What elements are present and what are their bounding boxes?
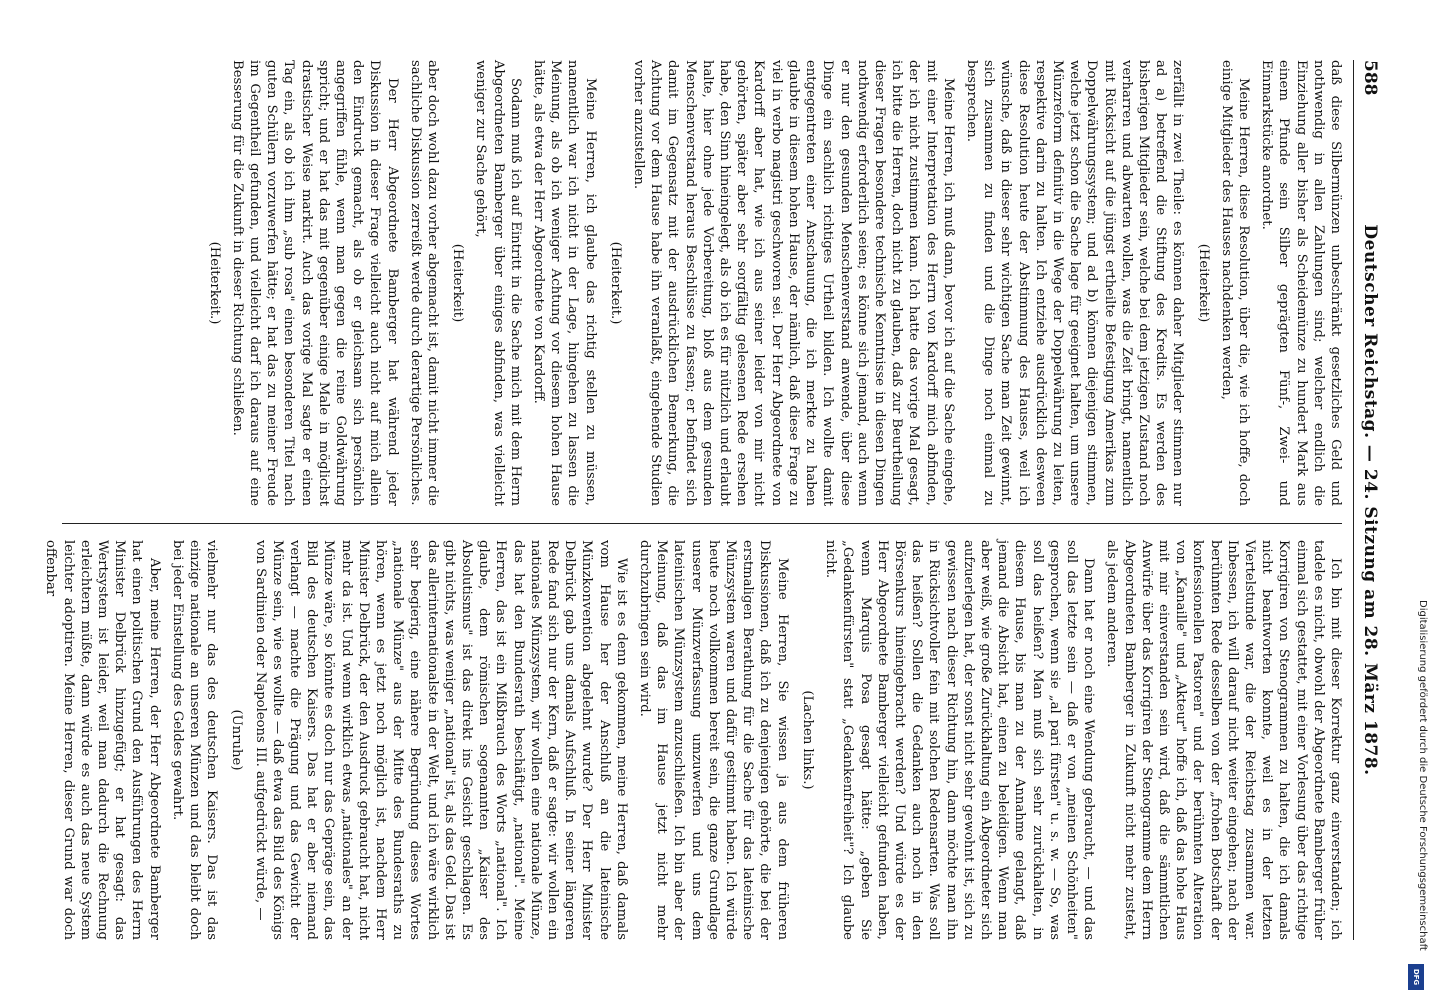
paragraph: zerfällt in zwei Theile: es können daher Mitglieder stimmen nur ad a) betreffend die Stiftung des Kredits. Es werden des bisherigen Mitglieder sein, welche bei dem jetzigen Zustand noch verharren und abwarten wollen, was die Zeit bringt, namentlich mit Rücksicht auf die jüngst ertheilte Befestigung Amerikas zum Doppelwährungssystem; und ad b) können diejenigen stimmen, welche jetzt schon die Sache lage für geeignet halten, um unsere Münzreform definitiv in die Wege der Doppelwährung zu leiten, respektive darin zu halten. Ich entziehe ausdrücklich desween diese Resolution heute der Abstimmung des Hauses, weil ich wünsche, daß in dieser sehr wichtigen Sache man Zeit gewinnt, sich zusammen zu finden und die Dinge noch einmal zu besprechen.	[963, 60, 1186, 506]
paragraph: Sodann muß ich auf Eintritt in die Sache mich mit dem Herrn Abgeordneten Bamberger über einiges abfinden, was vielleicht weniger zur Sache gehört,	[473, 60, 523, 506]
paragraph: daß diese Silbermünzen unbeschränkt gesetzliches Geld und nothwendig in allen Zahlungen sind; welcher endlich die Einziehung aller bisher als Scheidemünze zu hundert Mark aus einem Pfunde sein Silber geprägten Fünf-, Zwei- und Einmarkstücke anordnet.	[1259, 60, 1343, 506]
running-title: Deutscher Reichstag. — 24. Sitzung am 28. März 1878.	[1360, 224, 1380, 776]
paragraph: Dann hat er noch eine Wendung gebraucht, — und das soll das letzte sein — daß er von „meinen Schönheiten" gesprochen, wenn sie „al pari fürsten" u. s. w. — So, was soll das heißen? Man muß sich sehr zurückhalten, in diesem Hause, bis man zu der Annahme gelangt, daß jemand die Absicht hat, einen zu beleidigen. Wenn man aber weiß, wie große Zurückhaltung ein Abgeordneter sich aufzuerlegen hat, der sonst nicht sehr gewohnt ist, sich zu gewissen nach dieser Richtung hin, dann möchte man ihn in Rücksichtvoller fein mit solchen Redensarten. Was soll das heißen? Sollen die Gedanken auch noch in den Börsenkurs hineingebracht werden? Und würde es der Herr Abgeordnete Bamberger vielleicht gefunden haben, wenn Marquis Posa gesagt hätte: „geben Sie „Gedankenfürsten" statt „Gedankenfreiheit"? Ich glaube nicht.	[823, 540, 1097, 940]
paragraph: Meine Herren, ich muß dann, bevor ich auf die Sache eingehe, mit einer Interpretation des Herrn von Kardorff mich abfinden, der ich nicht zustimmen kann. Ich hatte das vorige Mal gesagt, ich bitte die Herren, doch nicht zu glauben, daß zur Beurtheilung dieser Fragen besondere technische Kenntnisse in diesen Dingen nothwendig erforderlich seien; es könne sich jemand, auch wenn er nur den gesunden Menschenverstand anwende, über diese Dinge ein sachlich richtiges Urtheil bilden. Ich wollte damit entgegentreten einer Anschauung, die ich merkte zu haben glaubte in diesem hohen Hause, der nämlich, daß diese Frage zu viel in verbo magistri geschworen sei. Der Herr Abgeordnete von Kardorff aber hat, wie ich aus seiner leider von mir nicht gehörten, später aber sehr sorgfältig gelesenen Rede ersehen habe, den Sinn hineingelegt, als ob ich es für nützlich und erlaubt halte, hier ohne jede Vorbereitung, bloß aus dem gesunden Menschenverstand heraus Beschlüsse zu fassen; er befindet sich damit im Gegensatz mit der ausdrücklichen Bemerkung, die Achtung vor dem Hause habe ihn veranlaßt, eingehende Studien vorher anzustellen.	[631, 60, 956, 506]
dfg-logo	[1408, 964, 1424, 990]
digitization-note-strip	[1402, 0, 1428, 1000]
paragraph: aber doch wohl dazu vorher abgemacht ist, damit nicht immer die sachliche Diskussion zerreißt werde durch derartige Persönliches.	[407, 60, 441, 506]
right-text-column	[36, 540, 1344, 940]
paragraph: Aber, meine Herren, der Herr Abgeordnete Bamberger hat einen politischen Grund den Ausführungen des Herrn Minister Delbrück hinzugefügt; er hat gesagt: das Wertsystem ist leider, weil man dadurch die Rechnung erleichtern müßte, dann würde es auch das neue System leichter adoptiren. Meine Herren, dieser Grund war doch offenbar	[43, 540, 162, 940]
digitization-note: Digitalisierung gefördert durch die Deutsche Forschungsgemeinschaft	[1417, 600, 1428, 951]
page-header	[1353, 60, 1380, 940]
paragraph: vielmehr nur das des deutschen Kaisers. Das ist das einzige nationale an unseren Münzen und das bleibt doch bei jeder Einstellung des Geldes gewahrt.	[169, 540, 220, 940]
paragraph: Wie ist es denn gekommen, meine Herren, daß damals vom Hause her der Anschluß an die lateinische Münzkonvention abgelehnt wurde? Der Herr Minister Delbrück gab uns damals Aufschluß. In seiner längeren Rede fand sich nur der Kern, daß er sagte: wir wollen ein nationales Münzsystem, wir wollen eine nationale Münze, das hat den Bundesrath beschäftigt, „national". Meine Herren, das ist ein Mißbrauch des Worts „national". Ich glaube, dem römischen sogenannten „Kaiser des Absolutismus" ist das direkt ins Gesicht geschlagen. Es gibt nichts, was weniger „national" ist, als das Geld. Das ist das allerinternationalste in der Welt, und ich wäre wirklich sehr begierig, eine nähere Begründung dieses Wortes „nationale Münze" aus der Mitte des Bundesraths zu hören, wenn es jetzt noch möglich ist, nachdem Herr Minister Delbrück, der den Ausdruck gebraucht hat, nicht mehr da ist. Und wenn wirklich etwas „nationales" an der Münze wäre, so könnte es doch nur das Gepräge sein, das Bild des deutschen Kaisers. Das hat er aber niemand verlangt — machte die Prägung und das Gewicht der Münze sein, wie es wollte — daß etwa das Bild des Königs von Sardinien oder Napoleons III. aufgedrückt würde, —	[252, 540, 629, 940]
interjection: (Heiterkeit)	[1195, 243, 1211, 323]
interjection: (Heiterkeit)	[450, 243, 466, 323]
paragraph: Meine Herren, ich glaube das richtig stellen zu müssen, namentlich war ich nicht in der Lage, hingehen zu lassen die Meinung, als ob ich weniger Achtung vor diesem hohen Hause hätte, als etwa der Herr Abgeordnete von Kardorff.	[531, 60, 598, 506]
column-divider	[62, 523, 1342, 524]
paragraph: Meine Herren, diese Resolution, über die, wie ich hoffe, doch einige Mitglieder des Hauses nachdenken werden,	[1218, 60, 1251, 506]
paragraph: Meine Herren, Sie wissen ja aus dem früheren Diskussionen, daß ich zu denjenigen gehörte, die bei der erstmaligen Berathung für die Sache für das lateinische Münzsystem waren und dafür gestimmt haben. Ich würde heute noch vollkommen bereit sein, die ganze Grundlage unserer Münzverfassung umzuwerfen und uns dem lateinischen Münzsystem anzuschließen. Ich bin aber der Meinung, daß das im Hause jetzt nicht mehr durchzubringen sein wird.	[637, 540, 790, 940]
paragraph: Ich bin mit dieser Korrektur ganz einverstanden; ich tadele es nicht, obwohl der Abgeordnete Bamberger früher einmal sich gestattet, mit einer Vorlesung über das richtige Korrigiren von Stenogrammen zu halten, die ich damals nicht beantworten konnte, weil es in der letzten Viertelstunde war, die der Reichstag zusammen war. Inbessen, ich will darauf nicht weiter eingehen; nach der berühmten Rede desselben von der „frohen Botschaft der konfessionellen Pastoren" und der berühmten Alteration von „Kanaille" und „Akteur" hoffe ich, daß das hohe Haus mit mir einverstanden sein wird, daß die sämmtlichen Anwürfe über das Korrigiren der Stenogramme dem Herrn Abgeordneten Bamberger in Zukunft nicht mehr zusteht, als jedem anderen.	[1104, 540, 1343, 940]
interjection: (Lachen links.)	[799, 690, 815, 790]
dfg-logo-text: DFG	[1412, 968, 1420, 986]
interjection: (Heiterkeit.)	[607, 241, 623, 325]
left-text-column	[197, 60, 1344, 506]
paragraph: Der Herr Abgeordnete Bamberger hat während jeder Diskussion in dieser Frage vielleicht auch nicht auf mich allein den Eindruck gemacht, als ob er gleichsam sich persönlich angegriffen fühle, wenn man gegen die reine Goldwährung spricht; und er hat das mit gegenüber einige Male in möglichst drastischer Weise markirt. Auch das vorige Mal sagte er einen Tag ein, als ob ich ihm „sub rosa" einen besonderen Titel nach guten Schülern vorzuwerfen hätte; er hat das zu meiner Freude im Gegentheil gefunden, und vielleicht darf ich daraus auf eine Besserung für die Zukunft in dieser Richtung schließen.	[229, 60, 400, 506]
interjection: (Unruhe)	[229, 709, 245, 771]
interjection: (Heiterkeit.)	[206, 241, 222, 325]
page-number: 588	[1360, 60, 1380, 96]
